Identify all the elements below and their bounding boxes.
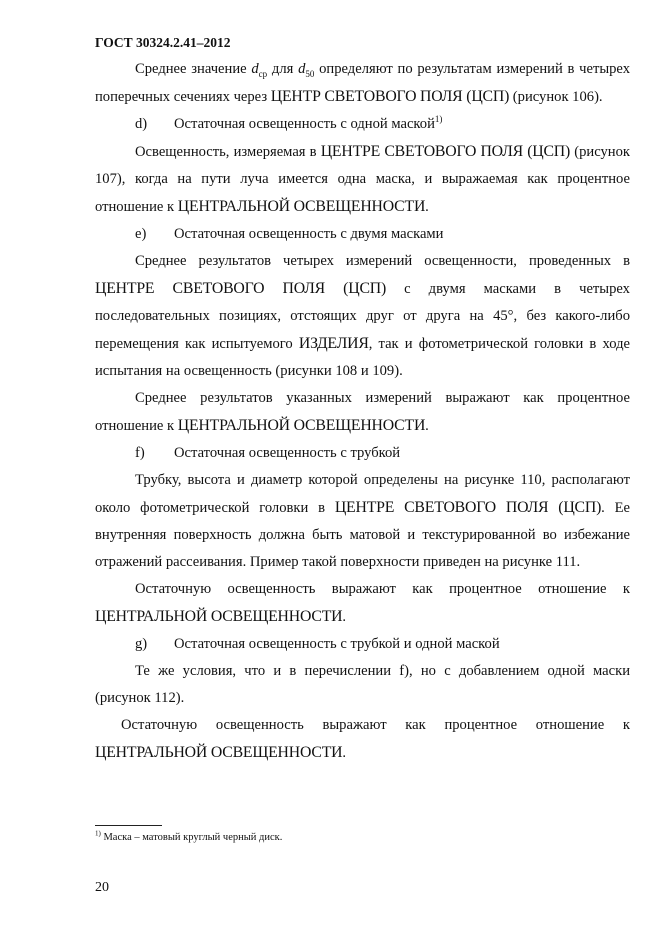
- paragraph-8: Остаточную освещенность выражают как процентное отношение к ЦЕНТРАЛЬНОЙ ОСВЕЩЕННОСТИ.: [95, 717, 630, 761]
- list-item-f: f) Остаточная освещенность с трубкой: [135, 445, 401, 461]
- paragraph-5: Трубку, высота и диаметр которой определены на рисунке 110, располагают около фотометрической головки в ЦЕНТРЕ СВЕТОВОГО ПОЛЯ (ЦСП). Ее внутренняя поверхность должна быть матовой и текстурированной во избежание отражений рассеивания. Пример такой поверхности приведен на рисунке 111.: [95, 472, 630, 570]
- footnote-divider: [95, 825, 162, 826]
- list-item-d: d) Остаточная освещенность с одной маской$^{1)}$: [135, 114, 443, 132]
- document-header: ГОСТ 30324.2.41–2012: [95, 35, 231, 50]
- list-item-e: e) Остаточная освещенность с двумя масками: [135, 226, 444, 242]
- paragraph-4: Среднее результатов указанных измерений выражают как процентное отношение к ЦЕНТРАЛЬНОЙ ОСВЕЩЕННОСТИ.: [95, 390, 630, 434]
- paragraph-7: Те же условия, что и в перечислении f), но с добавлением одной маски (рисунок 112).: [95, 663, 630, 706]
- footnote: $^{1)}$ Маска – матовый круглый черный диск.: [95, 829, 283, 843]
- paragraph-6: Остаточную освещенность выражают как процентное отношение к ЦЕНТРАЛЬНОЙ ОСВЕЩЕННОСТИ.: [95, 581, 630, 625]
- footnote-reference: 1): [434, 114, 443, 125]
- list-item-g: g) Остаточная освещенность с трубкой и одной маской: [135, 636, 500, 652]
- paragraph-1: Среднее значение $d_{ср}$ для $d_{50}$ определяют по результатам измерений в четырех поперечных сечениях через ЦЕНТР СВЕТОВОГО ПОЛЯ (ЦСП) (рисунок 106).: [95, 61, 631, 105]
- page-number: 20: [95, 880, 109, 895]
- paragraph-3: Среднее результатов четырех измерений освещенности, проведенных в ЦЕНТРЕ СВЕТОВОГО ПОЛЯ (ЦСП) с двумя масками в четырех последовательных позициях, отстоящих друг от друга на 45°, без какого-либо перемещения как испытуемого ИЗДЕЛИЯ, так и фотометрической головки в ходе испытания на освещенность (рисунки 108 и 109).: [95, 253, 630, 379]
- paragraph-2: Освещенность, измеряемая в ЦЕНТРЕ СВЕТОВОГО ПОЛЯ (ЦСП) (рисунок 107), когда на пути луча имеется одна маска, и выражаемая как процентное отношение к ЦЕНТРАЛЬНОЙ ОСВЕЩЕННОСТИ.: [95, 143, 630, 215]
- document-body: [95, 56, 630, 767]
